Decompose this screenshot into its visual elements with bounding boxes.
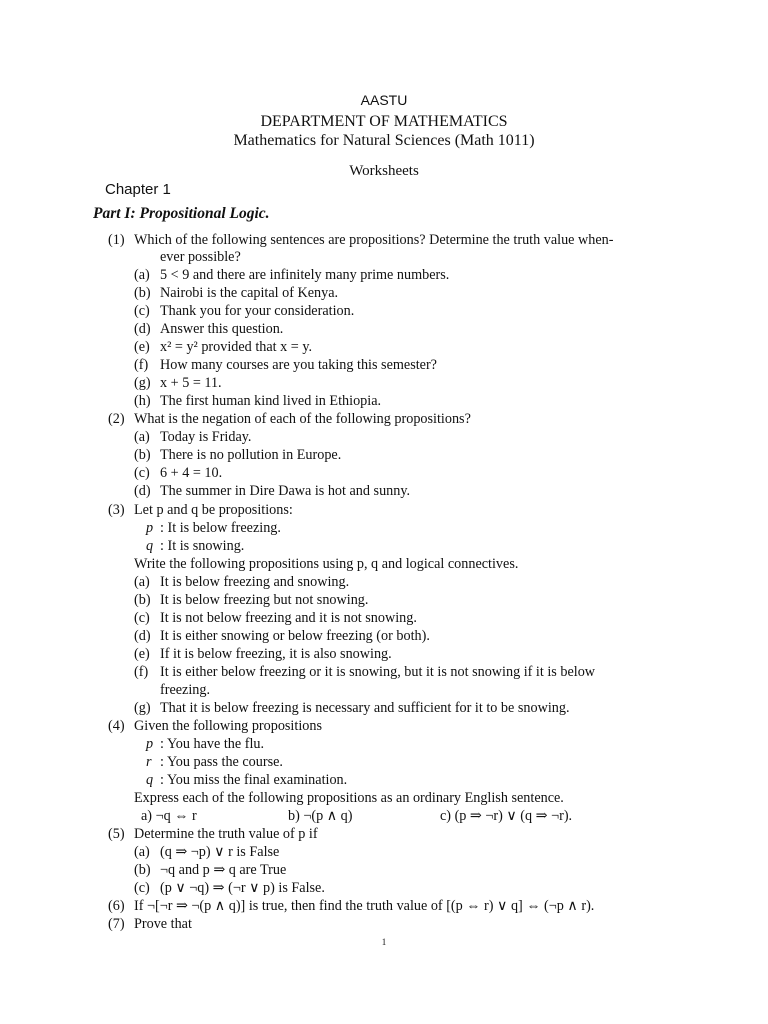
- item-label: (c): [134, 465, 150, 481]
- course-title: Mathematics for Natural Sciences (Math 1011): [233, 132, 535, 149]
- question-text: What is the negation of each of the following propositions?: [134, 411, 471, 427]
- question-text: ever possible?: [160, 249, 241, 265]
- item-text: The first human kind lived in Ethiopia.: [160, 393, 382, 409]
- item-label: (a): [134, 429, 150, 445]
- item-label: (c): [134, 303, 150, 319]
- instruction-text: Express each of the following propositions as an ordinary English sentence.: [134, 790, 564, 806]
- question-number: (3): [108, 502, 125, 518]
- question-text: Let p and q be propositions:: [134, 502, 293, 518]
- item-label: (b): [134, 447, 151, 463]
- option-a: a) ¬q ⇔ r: [141, 808, 197, 824]
- question-text: Prove that: [134, 916, 192, 932]
- item-label: (a): [134, 844, 150, 860]
- item-label: (f): [134, 664, 149, 680]
- question-number: (7): [108, 916, 125, 932]
- item-text-continued: freezing.: [160, 682, 211, 698]
- item-text: How many courses are you taking this semester?: [160, 357, 437, 373]
- item-label: (g): [134, 375, 151, 391]
- chapter-heading: Chapter 1: [105, 181, 171, 198]
- item-text: Today is Friday.: [160, 429, 252, 445]
- variable-name: q: [146, 538, 154, 554]
- variable-definition: : It is snowing.: [160, 538, 245, 554]
- item-label: (c): [134, 610, 150, 626]
- item-text: Nairobi is the capital of Kenya.: [160, 285, 339, 301]
- item-text: ¬q and p ⇒ q are True: [160, 862, 287, 878]
- item-text: If it is below freezing, it is also snowing.: [160, 646, 392, 662]
- item-text: That it is below freezing is necessary and sufficient for it to be snowing.: [160, 700, 570, 716]
- variable-name: p: [146, 520, 154, 536]
- item-text: (q ⇒ ¬p) ∨ r is False: [160, 844, 280, 860]
- item-label: (a): [134, 267, 150, 283]
- item-label: (h): [134, 393, 151, 409]
- institution-name: AASTU: [360, 92, 408, 108]
- variable-name: p: [146, 736, 154, 752]
- variable-definition: : You have the flu.: [160, 736, 265, 752]
- item-label: (e): [134, 646, 150, 662]
- item-label: (g): [134, 700, 151, 716]
- item-label: (b): [134, 285, 151, 301]
- variable-definition: : You miss the final examination.: [160, 772, 348, 788]
- variable-definition: : It is below freezing.: [160, 520, 281, 536]
- option-b: b) ¬(p ∧ q): [288, 808, 353, 824]
- question-number: (5): [108, 826, 125, 842]
- item-label: (e): [134, 339, 150, 355]
- item-label: (b): [134, 592, 151, 608]
- document-type: Worksheets: [349, 163, 419, 179]
- item-text: (p ∨ ¬q) ⇒ (¬r ∨ p) is False.: [160, 880, 325, 896]
- question-number: (1): [108, 232, 125, 248]
- item-text: It is below freezing and snowing.: [160, 574, 350, 590]
- item-label: (a): [134, 574, 150, 590]
- item-label: (d): [134, 628, 151, 644]
- item-text: x + 5 = 11.: [160, 375, 222, 391]
- item-text: There is no pollution in Europe.: [160, 447, 342, 463]
- page-number: 1: [381, 937, 387, 947]
- item-label: (f): [134, 357, 149, 373]
- item-label: (d): [134, 321, 151, 337]
- question-number: (6): [108, 898, 125, 914]
- item-label: (c): [134, 880, 150, 896]
- variable-name: r: [146, 754, 152, 770]
- item-text: 5 < 9 and there are infinitely many prime numbers.: [160, 267, 450, 283]
- question-number: (2): [108, 411, 125, 427]
- question-text: Which of the following sentences are propositions? Determine the truth value when-: [134, 232, 614, 248]
- question-text: If ¬[¬r ⇒ ¬(p ∧ q)] is true, then find the truth value of [(p ⇔ r) ∨ q] ⇔ (¬p ∧ r).: [134, 898, 595, 914]
- instruction-text: Write the following propositions using p, q and logical connectives.: [134, 556, 519, 572]
- question-text: Given the following propositions: [134, 718, 322, 734]
- item-text: It is not below freezing and it is not snowing.: [160, 610, 417, 626]
- option-c: c) (p ⇒ ¬r) ∨ (q ⇒ ¬r).: [440, 808, 573, 824]
- item-text: x² = y² provided that x = y.: [160, 339, 313, 355]
- item-label: (b): [134, 862, 151, 878]
- item-text: It is either below freezing or it is snowing, but it is not snowing if it is below: [160, 664, 596, 680]
- variable-definition: : You pass the course.: [160, 754, 283, 770]
- variable-name: q: [146, 772, 154, 788]
- question-number: (4): [108, 718, 125, 734]
- item-text: 6 + 4 = 10.: [160, 465, 223, 481]
- item-text: Answer this question.: [160, 321, 284, 337]
- question-text: Determine the truth value of p if: [134, 826, 318, 842]
- item-text: Thank you for your consideration.: [160, 303, 355, 319]
- item-text: The summer in Dire Dawa is hot and sunny.: [160, 483, 411, 499]
- item-text: It is either snowing or below freezing (or both).: [160, 628, 430, 644]
- department-title: DEPARTMENT OF MATHEMATICS: [260, 113, 508, 130]
- part-title: Part I: Propositional Logic.: [93, 205, 270, 222]
- item-text: It is below freezing but not snowing.: [160, 592, 369, 608]
- item-label: (d): [134, 483, 151, 499]
